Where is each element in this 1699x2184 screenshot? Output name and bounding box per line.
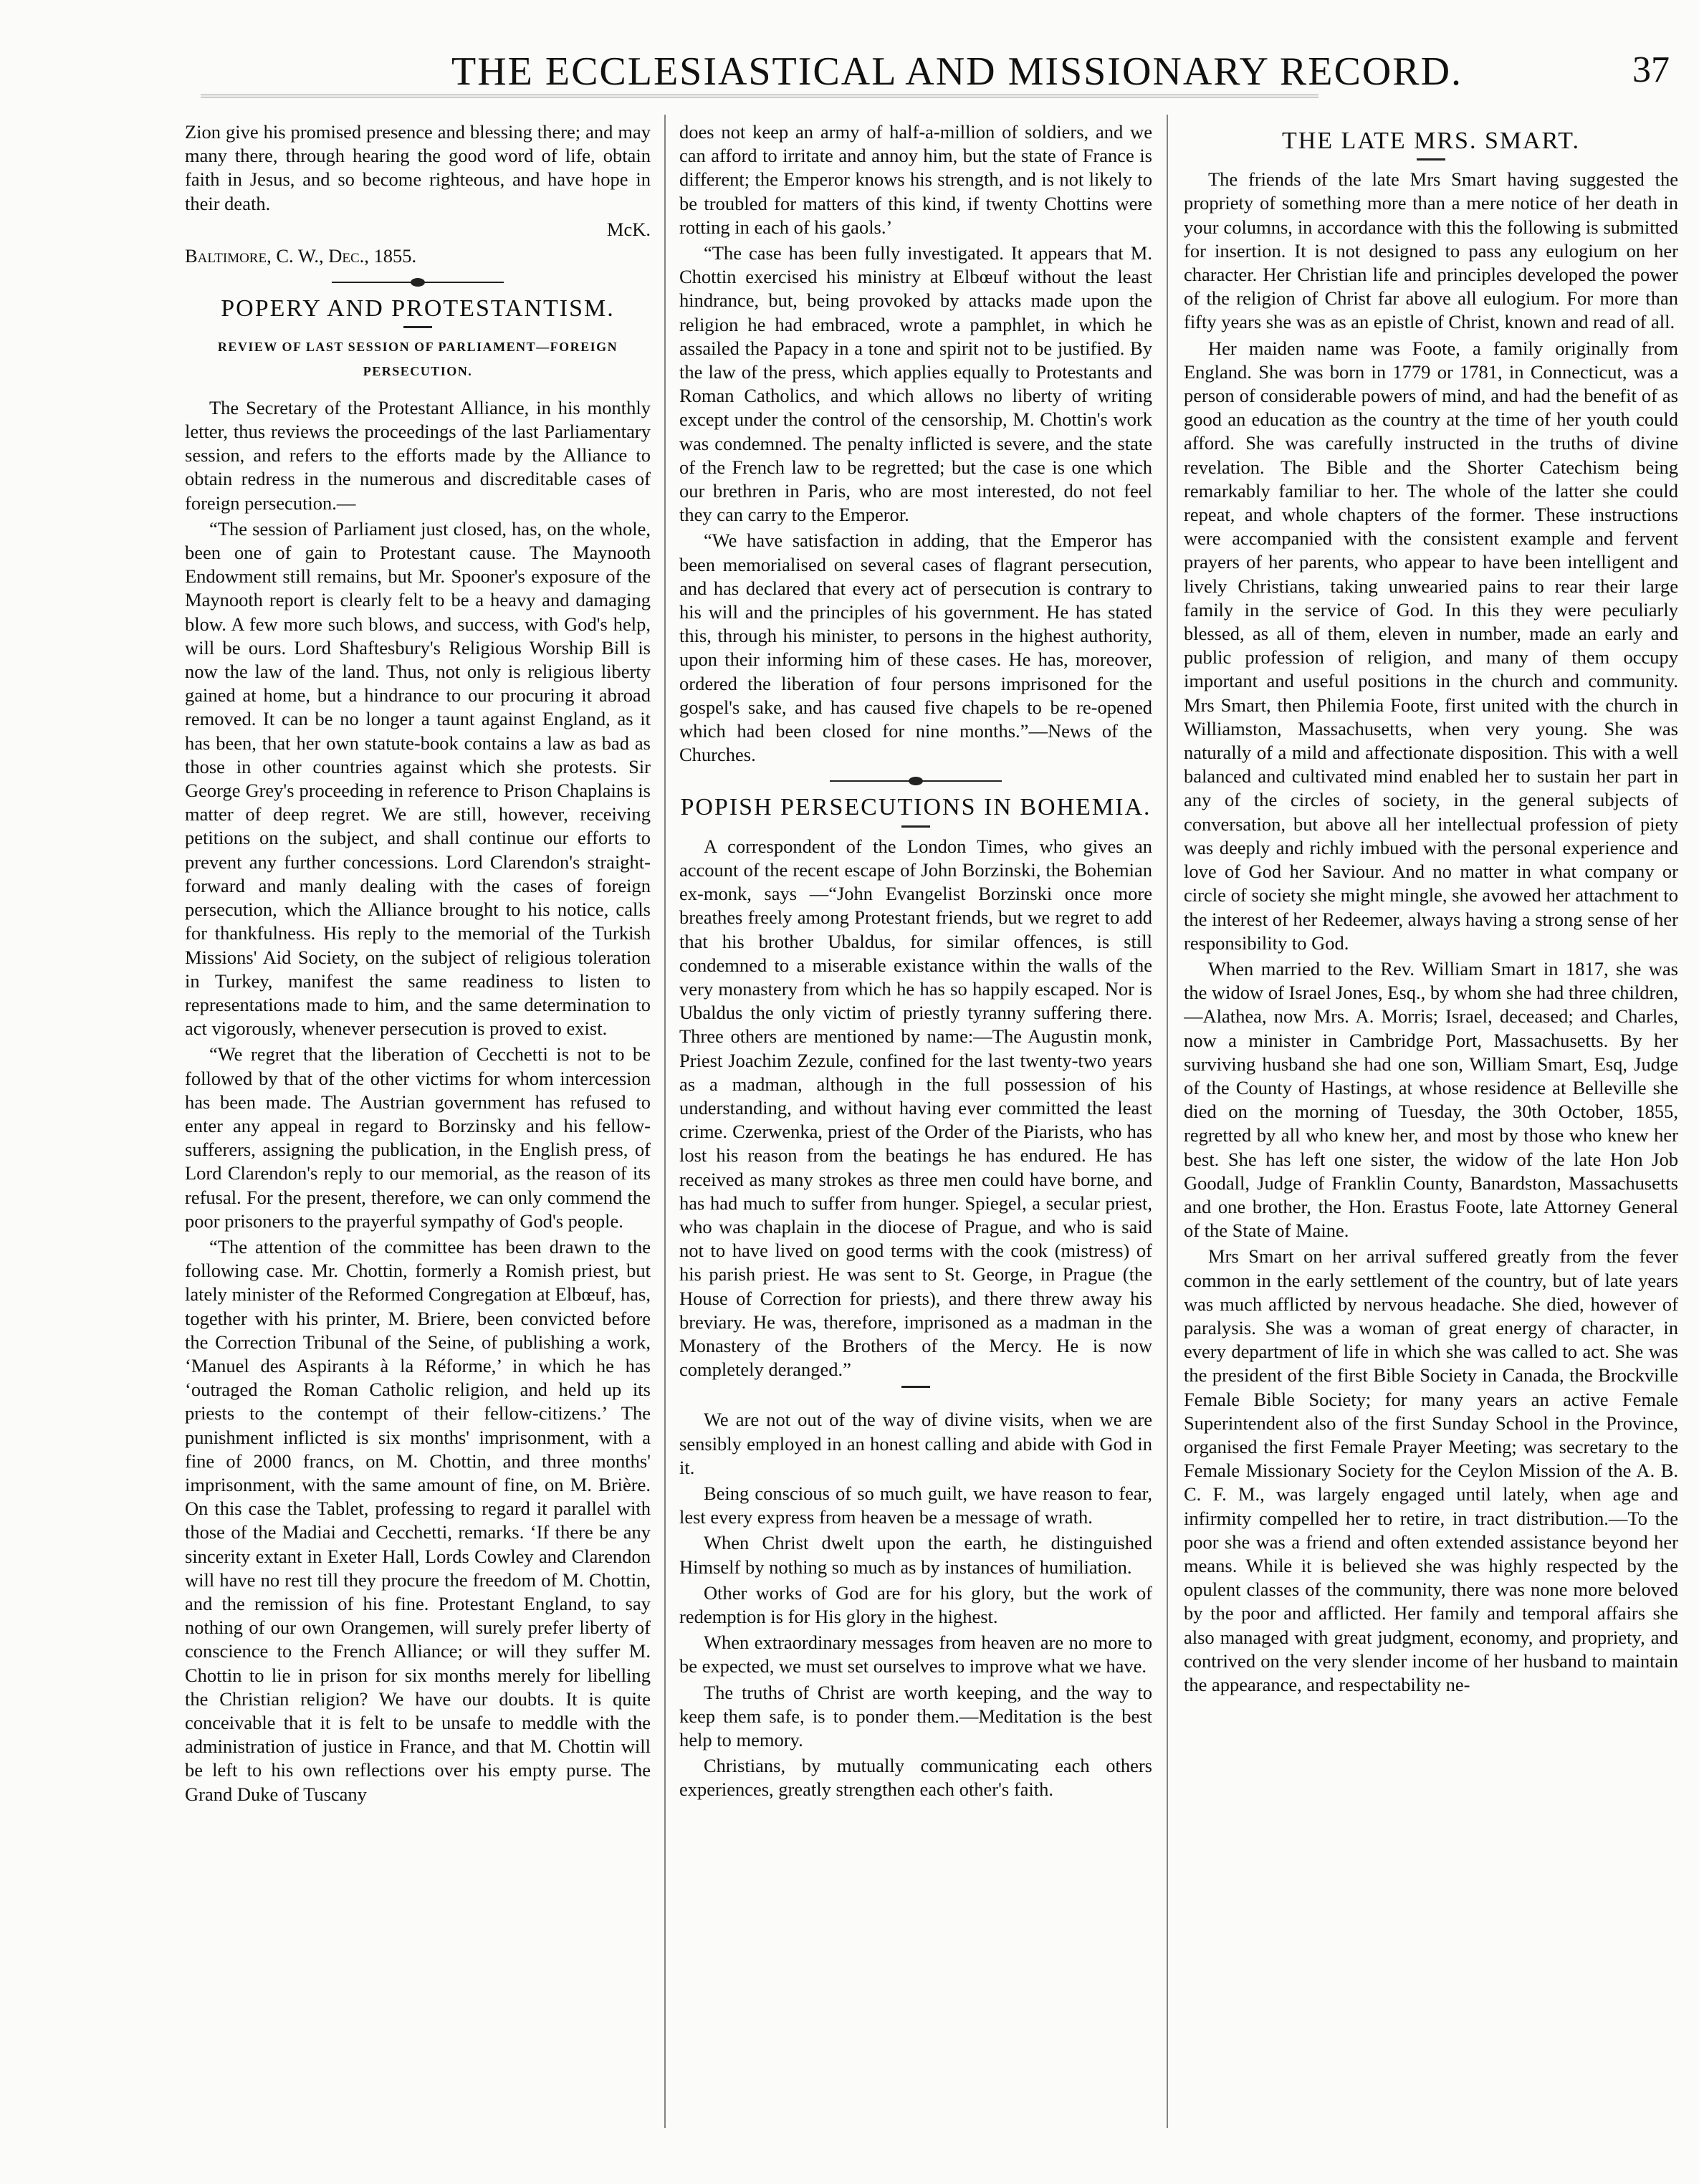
article-subtitle-popery: REVIEW OF LAST SESSION OF PARLIAMENT—FOREIGN PERSECUTION. bbox=[217, 340, 618, 378]
spacer bbox=[679, 1395, 1152, 1408]
maxim-paragraph: When extraordinary messages from heaven are no more to be expected, we must set ourselves to improve what we have. bbox=[679, 1632, 1152, 1677]
short-rule bbox=[403, 326, 432, 328]
article-paragraph: “The attention of the committee has been drawn to the following case. Mr. Chottin, formerly a Romish priest, but lately minister of the Reformed Congregation at Elbœuf, has, together with his printer, M. Briere, been convicted before the Correction Tribunal of the Seine, of publishing a work, ‘Manuel des Aspirants à la Réforme,’ in which he has ‘outraged the Roman Catholic religion, and held up its priests to the contempt of their fellow-citizens.’ The punishment inflicted is six months' imprisonment, with a fine of 2000 francs, on M. Chottin, and three months' imprisonment, with the same amount of fine, on M. Brière. On this case the Tablet, professing to regard it parallel with those of the Madiai and Cecchetti, remarks. ‘If there be any sincerity extant in Exeter Hall, Lords Cowley and Clarendon will have no rest till they procure the freedom of M. Chottin, and the remission of his fine. Protestant England, to say nothing of our own Orangemen, will surely prefer liberty of conscience to the French Alliance; or will they suffer M. Chottin to lie in prison for six months merely for libelling the Christian religion? We have our doubts. It is quite conceivable that it is felt to be unsafe to meddle with the administration of justice in France, and that M. Chottin will be left to his own reflections over his empty purse. The Grand Duke of Tuscany bbox=[185, 1235, 651, 1805]
signoff-initials: McK. bbox=[606, 218, 651, 240]
article-paragraph: “We regret that the liberation of Cecchetti is not to be followed by that of the other victims for whom intercession has been made. The Austrian government has refused to enter any appeal in regard to Borzinsky and his fellow-sufferers, assigning the publication, in the English press, of Lord Clarendon's reply to our memorial, as the reason of its refusal. For the present, therefore, we can only commend the poor prisoners to the prayerful sympathy of God's people. bbox=[185, 1043, 651, 1232]
article-paragraph: When married to the Rev. William Smart in 1817, she was the widow of Israel Jones, Esq., by whom she had three children,—Alathea, now Mrs. A. Morris; Israel, deceased; and Charles, now a minister in Cambridge Port, Massachusetts. By her surviving husband she had one son, William Smart, Esq, Judge of the County of Hastings, at whose residence at Belleville she died on the morning of Tuesday, the 30th October, 1855, regretted by all who knew her, and most by those who knew her best. She has left one sister, the widow of the late Hon Job Goodall, Judge of Franklin County, Banardston, Massachusetts and one brother, the Hon. Erastus Foote, late Attorney General of the State of Maine. bbox=[1184, 957, 1678, 1242]
maxim-paragraph: Other works of God are for his glory, but the work of redemption is for His glory in the highest. bbox=[679, 1581, 1152, 1627]
article-paragraph: The friends of the late Mrs Smart having suggested the propriety of something more than a mere notice of her death in your columns, in accordance with this the following is submitted for insertion. It is not designed to pass any eulogium on her character. Her Christian life and principles developed the power of the religion of Christ far above all eulogium. For more than fifty years she was as an epistle of Christ, known and read of all. bbox=[1184, 168, 1678, 333]
column-1 bbox=[185, 120, 651, 2141]
column-divider-2 bbox=[1167, 115, 1168, 2128]
section-ornament bbox=[332, 278, 504, 287]
section-ornament bbox=[830, 777, 1002, 785]
maxim-paragraph: Being conscious of so much guilt, we have reason to fear, lest every express from heaven be a message of wrath. bbox=[679, 1482, 1152, 1528]
article-title-bohemia: POPISH PERSECUTIONS IN BOHEMIA. bbox=[680, 794, 1152, 821]
article-paragraph: does not keep an army of half-a-million of soldiers, and we can afford to irritate and annoy him, but the state of France is different; the Emperor knows his strength, and is not likely to be troubled for matters of this kind, if twenty Chottins were rotting in each of his gaols.’ bbox=[679, 121, 1152, 238]
short-rule bbox=[901, 825, 930, 828]
article-paragraph: A correspondent of the London Times, who gives an account of the recent escape of John Borzinski, the Bohemian ex-monk, says —“John Evangelist Borzinski once more breathes freely among Protestant friends, but we regret to add that his brother Ubaldus, for similar offences, is still condemned to a miserable existance within the walls of the very monastery from which he has so happily escaped. Nor is Ubaldus the only victim of priestly tyranny suffering there. Three others are mentioned by name:—The Augustin monk, Priest Joachim Zezule, confined for the last twenty-two years as a madman, although in the full possession of his understanding, and without having ever committed the least crime. Czerwenka, priest of the Order of the Piarists, who has lost his reason from the beatings he has endured. He has received as many strokes as three men could have borne, and has had much to suffer from hunger. Spiegel, a secular priest, who was chaplain in the diocese of Prague, and who is said not to have lived on good terms with the cook (mistress) of his parish priest. He was sent to St. George, in Prague (the House of Correction for priests), and there threw away his breviary. He was, therefore, imprisoned as a madman in the Monastery of the Brothers of the Mercy. He is now completely deranged.” bbox=[679, 835, 1152, 1381]
article-paragraph: Mrs Smart on her arrival suffered greatly from the fever common in the early settlement of the country, but of late years was much afflicted by nervous headache. She died, however of paralysis. She was a woman of great energy of character, in every department of life in which she was called to act. She was the president of the first Bible Society in Canada, the Brockville Female Bible Society; for many years an active Female Superintendent also of the first Sunday School in the Province, organised the first Female Prayer Meeting; was secretary to the Female Missionary Society for the Ceylon Mission of the A. B. C. F. M., was largely engaged until lately, when age and infirmity compelled her to retire, in tract distribution.—To the poor she was a friend and often extended assistance beyond her means. While it is believed she was highly respected by the opulent classes of the community, there was none more beloved by the poor and afflicted. Her family and temporal affairs she also managed with great judgment, economy, and propriety, and contrived on the very slender income of her husband to maintain the appearance, and respectability ne- bbox=[1184, 1245, 1678, 1695]
page-number: 37 bbox=[1632, 49, 1670, 90]
maxim-paragraph: We are not out of the way of divine visits, when we are sensibly employed in an honest calling and abide with God in it. bbox=[679, 1409, 1152, 1478]
article-title-popery: POPERY AND PROTESTANTISM. bbox=[221, 295, 615, 322]
article-paragraph: “The session of Parliament just closed, has, on the whole, been one of gain to Protestant cause. The Maynooth Endowment still remains, but Mr. Spooner's exposure of the Maynooth report is clearly felt to be a heavy and damaging blow. A few more such blows, and success, with God's help, will be ours. Lord Shaftesbury's Religious Worship Bill is now the law of the land. Thus, not only is religious liberty gained at home, but a hindrance to our procuring it abroad removed. It can be no longer a taunt against England, as it has been, that her own statute-book contains a law as bad as those in other countries against which she protests. Sir George Grey's proceeding in reference to Prison Chaplains is matter of deep regret. We are still, however, receiving petitions on the subject, and shall continue our efforts to prevent any further concessions. Lord Clarendon's straight-forward and manly dealing with the cases of foreign persecution, which the Alliance brought to his notice, calls for thankfulness. His reply to the memorial of the Turkish Missions' Aid Society, on the subject of religious toleration in Turkey, manifest the same readiness to listen to representations made to him, and the same determination to act vigorously, whenever persecution is proved to exist. bbox=[185, 517, 651, 1040]
article-title-mrs-smart: THE LATE MRS. SMART. bbox=[1281, 128, 1581, 154]
masthead bbox=[179, 44, 1670, 109]
short-rule bbox=[1417, 158, 1445, 161]
article-paragraph: The Secretary of the Protestant Alliance, in his monthly letter, thus reviews the proceedings of the last Parliamentary session, and refers to the efforts made by the Alliance to obtain redress in the numerous and discreditable cases of foreign persecution.— bbox=[185, 396, 651, 514]
publication-title: THE ECCLESIASTICAL AND MISSIONARY RECORD. bbox=[451, 49, 1463, 94]
column-3 bbox=[1184, 120, 1678, 2141]
dateline: Baltimore, C. W., Dec., 1855. bbox=[185, 245, 417, 267]
article-paragraph: “We have satisfaction in adding, that the Emperor has been memorialised on several cases of flagrant persecution, and has declared that every act of persecution is contrary to his will and the principles of his government. He has stated this, through his minister, to persons in the highest authority, upon their informing him of these cases. He has, moreover, ordered the liberation of four persons imprisoned for the gospel's sake, and has caused five chapels to be re-opened which had been closed for nine months.”—News of the Churches. bbox=[679, 530, 1152, 766]
masthead-rule bbox=[201, 95, 1318, 105]
article-paragraph: Her maiden name was Foote, a family originally from England. She was born in 1779 or 1781, in Connecticut, was a person of considerable powers of mind, and had the benefit of as good an education as the country at the time of her youth could afford. She was carefully instructed in the truths of divine revelation. The Bible and the Shorter Catechism being remarkably familiar to her. The whole of the latter she could repeat, and whole chapters of the former. These instructions were accompanied with the consistent example and fervent prayers of her parents, who appear to have been intelligent and lively Christians, taking unwearied pains to rear their large family in the service of God. In this they were peculiarly blessed, as all of them, eleven in number, made an early and public profession of religion, and many of them occupy important and useful positions in the church and community. Mrs Smart, then Philemia Foote, first united with the church in Williamston, Massachusetts, when very young. She was naturally of a mild and affectionate disposition. This with a well balanced and cultivated mind enabled her to sustain her part in any of the circles of society, in the general subjects of conversation, but above all her intellectual profession of piety was deeply and richly imbued with the personal experience and love of God her Saviour. And no matter in what company or circle of society she might mingle, she avowed her attachment to the interest of her Redeemer, always having a strong sense of her responsibility to God. bbox=[1184, 337, 1678, 954]
maxim-paragraph: The truths of Christ are worth keeping, and the way to keep them safe, is to ponder them.—Meditation is the best help to memory. bbox=[679, 1681, 1152, 1750]
short-rule bbox=[901, 1386, 930, 1388]
column-divider-1 bbox=[664, 115, 666, 2128]
article-paragraph: “The case has been fully investigated. It appears that M. Chottin exercised his ministry at Elbœuf without the least hindrance, but, being provoked by attacks made upon the religion he had embraced, wrote a pamphlet, in which he assailed the Papacy in a tone and spirit not to be justified. By the law of the press, which applies equally to Protestants and Roman Catholics, and which allows no liberty of writing except under the control of the censorship, M. Chottin's work was condemned. The penalty inflicted is severe, and the state of the French law to be regretted; but the case is one which our brethren in Paris, who are most interested, do not feel they can carry to the Emperor. bbox=[679, 242, 1152, 526]
column-2 bbox=[679, 120, 1152, 2141]
maxim-paragraph: When Christ dwelt upon the earth, he distinguished Himself by nothing so much as by instances of humiliation. bbox=[679, 1532, 1152, 1578]
poem-end-text: Zion give his promised presence and blessing there; and may many there, through hearing the good word of life, obtain faith in Jesus, and so become righteous, and have hope in their death. bbox=[185, 121, 651, 214]
maxim-paragraph: Christians, by mutually communicating each others experiences, greatly strengthen each other's faith. bbox=[679, 1755, 1152, 1801]
